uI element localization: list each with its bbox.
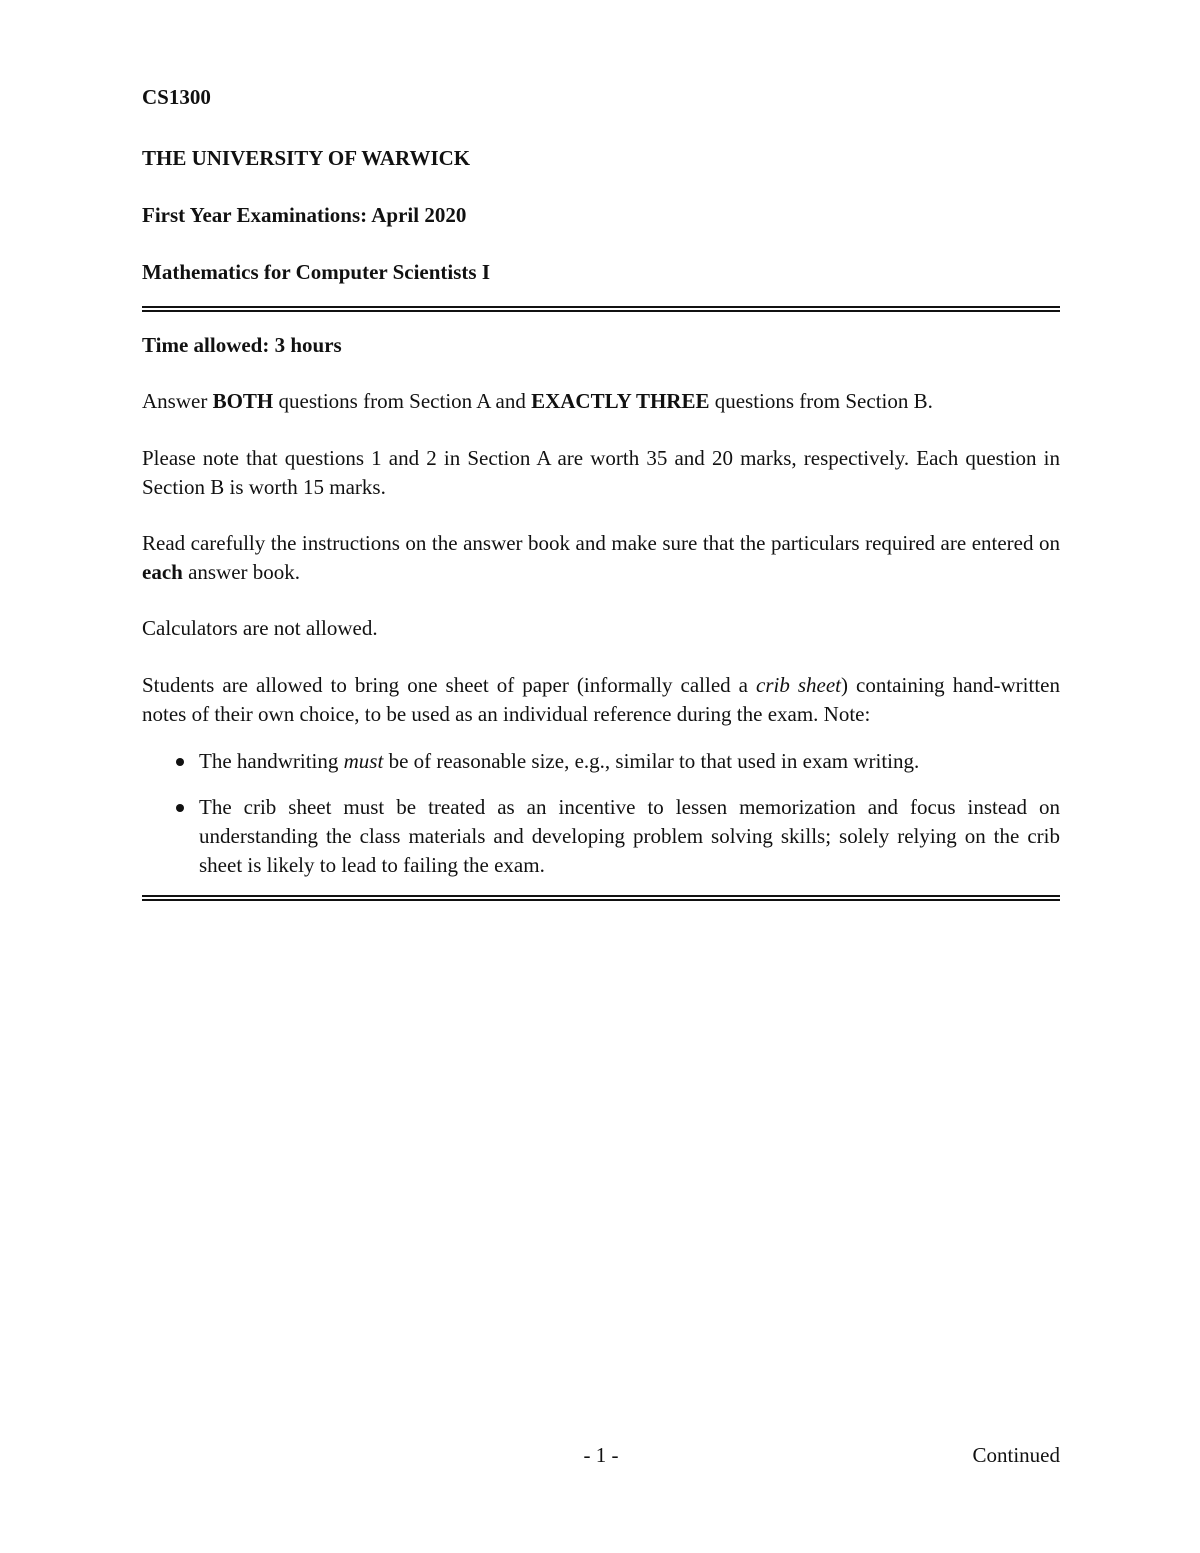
answer-text-1: Answer [142, 389, 213, 413]
bullet-icon [176, 804, 184, 812]
bottom-double-rule [142, 895, 1060, 901]
read-carefully-emphasis-each: each [142, 560, 183, 584]
answer-text-3: questions from Section B. [709, 389, 933, 413]
bullet-2-text: The crib sheet must be treated as an incentive to lessen memorization and focus instead on understanding the class materials and developing problem solving skills; solely relying on the crib sheet is likely to lead to failing the exam. [199, 795, 1060, 877]
exam-session: First Year Examinations: April 2020 [142, 203, 467, 227]
list-item [142, 747, 1060, 776]
bullet-1-text-2: be of reasonable size, e.g., similar to that used in exam writing. [383, 749, 920, 773]
read-carefully-text-2: answer book. [182, 560, 301, 584]
university-name: THE UNIVERSITY OF WARWICK [142, 146, 471, 170]
page-number: - 1 - [583, 1443, 619, 1467]
read-carefully-note [142, 529, 1060, 587]
read-carefully-text-1: Read carefully the instructions on the answer book and make sure that the particulars required are entered on [142, 531, 1060, 555]
module-title: Mathematics for Computer Scientists I [142, 260, 491, 284]
marks-note: Please note that questions 1 and 2 in Section A are worth 35 and 20 marks, respectively. Each question in Section B is worth 15 marks. [142, 446, 1060, 499]
crib-sheet-rules-list [142, 747, 1060, 880]
crib-sheet-note [142, 671, 1060, 729]
answer-text-2: questions from Section A and [273, 389, 532, 413]
bullet-1-text-1: The handwriting [199, 749, 344, 773]
bullet-icon [176, 758, 184, 766]
course-code: CS1300 [142, 85, 211, 109]
top-double-rule [142, 306, 1060, 312]
crib-sheet-text-2: ) containing hand-written notes of their own choice, to be used as an individual reference during the exam. Note: [142, 673, 1060, 726]
calculators-note: Calculators are not allowed. [142, 616, 378, 640]
answer-emphasis-exactly-three: EXACTLY THREE [531, 389, 710, 413]
answer-instruction [142, 387, 1060, 416]
crib-sheet-emphasis: crib sheet [756, 673, 842, 697]
answer-emphasis-both: BOTH [212, 389, 274, 413]
bullet-1-emphasis-must: must [343, 749, 384, 773]
time-allowed: Time allowed: 3 hours [142, 333, 342, 357]
exam-cover-page [142, 0, 1060, 1553]
crib-sheet-text-1: Students are allowed to bring one sheet of paper (informally called a [142, 673, 757, 697]
continued-label: Continued [972, 1443, 1060, 1467]
list-item [142, 793, 1060, 880]
